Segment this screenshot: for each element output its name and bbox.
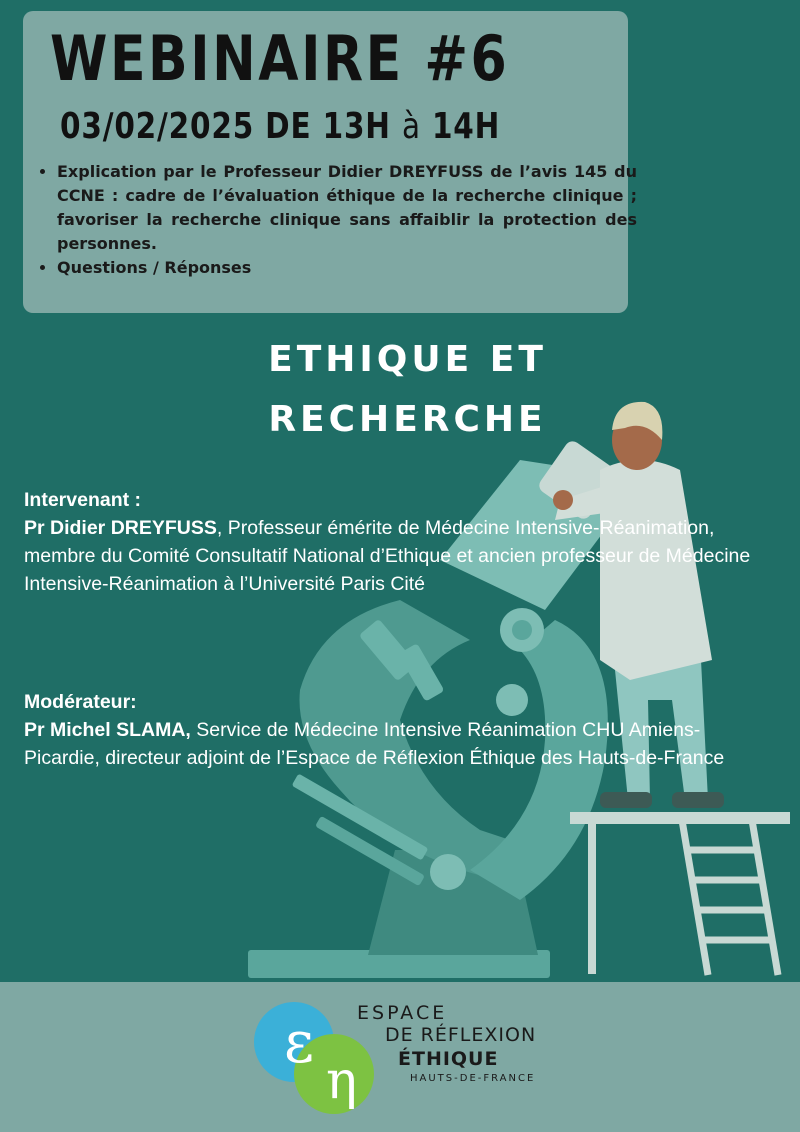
moderator-desc: Service de Médecine Intensive Réanimation CHU Amiens-Picardie, directeur adjoint de l’Espace de Réflexion Éthique des Hauts-de-France — [24, 719, 725, 769]
speaker-text — [24, 514, 759, 598]
agenda-item: • Explication par le Professeur Didier DREYFUSS de l’avis 145 du CCNE : cadre de l’évaluation éthique de la recherche clinique ; favoriser la recherche clinique sans affaiblir la protection des personnes. — [57, 160, 637, 256]
agenda-item: • Questions / Réponses — [57, 256, 637, 280]
date-prefix: 03/02/2025 DE 13H — [60, 106, 402, 147]
section-title — [0, 330, 800, 450]
agenda-list — [37, 160, 637, 280]
webinar-title: WEBINAIRE #6 — [50, 22, 510, 95]
moderator-name: Pr Michel SLAMA, — [24, 719, 191, 741]
moderator-label: Modérateur: — [24, 691, 137, 713]
footer — [0, 982, 800, 1132]
moderator-text — [24, 716, 754, 772]
org-line-ethique: ÉTHIQUE — [398, 1048, 499, 1070]
webinar-date — [60, 106, 500, 147]
org-line-region: HAUTS-DE-FRANCE — [410, 1073, 536, 1084]
date-a: à — [401, 106, 421, 147]
section-title-line: ETHIQUE ET — [268, 339, 547, 380]
date-suffix: 14H — [420, 106, 501, 147]
ladder — [682, 820, 778, 975]
speaker-block — [24, 486, 759, 598]
speaker-name: Pr Didier DREYFUSS — [24, 517, 217, 539]
speaker-label: Intervenant : — [24, 489, 142, 511]
section-title-line: RECHERCHE — [268, 399, 547, 440]
logo-glyph-epsilon: ε — [284, 1008, 315, 1076]
org-line-espace: ESPACE — [357, 1002, 448, 1024]
logo-glyph-eta: η — [326, 1051, 358, 1111]
speaker-desc: , Professeur émérite de Médecine Intensive-Réanimation, membre du Comité Consultatif National d’Ethique et ancien professeur de Médecine Intensive-Réanimation à l’Université Paris Cité — [24, 517, 751, 595]
org-line-reflexion: DE RÉFLEXION — [385, 1024, 537, 1046]
moderator-block — [24, 688, 754, 772]
